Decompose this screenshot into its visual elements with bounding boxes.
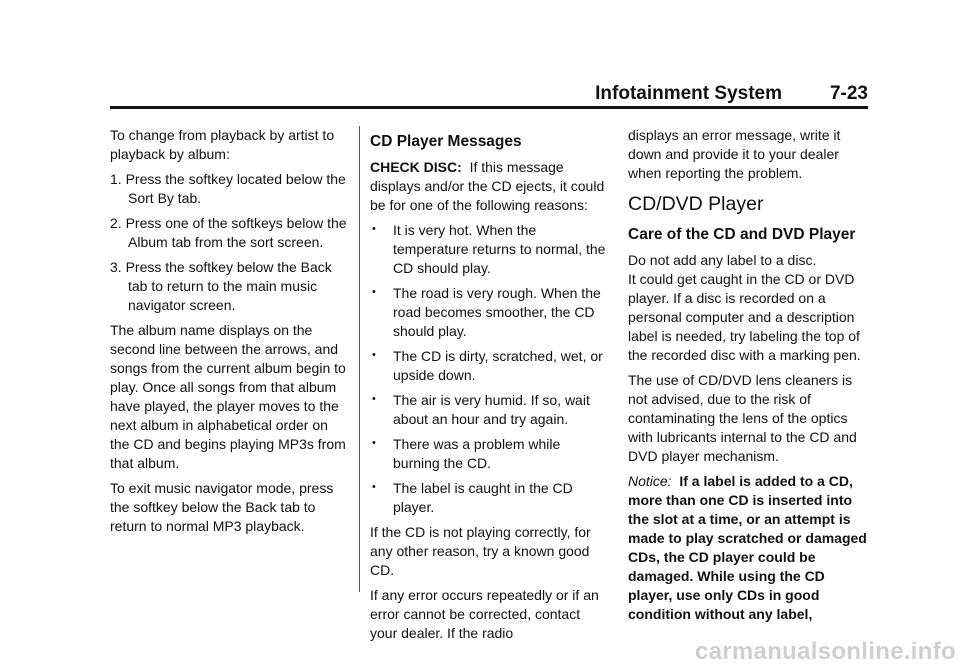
step-2: 2. Press one of the softkeys below the Album tab from the sort screen. [110, 215, 347, 250]
check-disc-paragraph [370, 158, 608, 215]
exit-paragraph: To exit music navigator mode, press the softkey below the Back tab to return to normal MP3 playback. [110, 480, 334, 534]
watermark: carmanualsonline.info [694, 638, 956, 665]
error-paragraph: If any error occurs repeatedly or if an error cannot be corrected, contact your dealer. If the radio [370, 587, 599, 641]
intro-paragraph: To change from playback by artist to playback by album: [110, 127, 335, 162]
list-item: • There was a problem while burning the CD. [372, 436, 561, 471]
step-3: 3. Press the softkey below the Back tab to return to the main music navigator screen. [110, 259, 332, 313]
notice-text: If a label is added to a CD, more than one CD is inserted into the slot at a time, or an attempt is made to play scratched or damaged CDs, the CD player could be damaged. While using the CD player, use only CDs in good condition without any label, [628, 473, 867, 622]
care-subheading: Care of the CD and DVD Player [628, 226, 856, 243]
section-title: Infotainment System [595, 83, 782, 104]
column-2 [370, 126, 608, 649]
column-divider [359, 126, 360, 592]
label-warning: Do not add any label to a disc. [628, 252, 817, 268]
label-advice: It could get caught in the CD or DVD player. If a disc is recorded on a personal computer and a description label is needed, try labeling the top of the recorded disc with a marking pen. [628, 271, 861, 363]
bullet-icon: • [372, 481, 376, 493]
label-paragraph [628, 251, 868, 365]
list-item: • The CD is dirty, scratched, wet, or upside down. [372, 348, 603, 383]
column-3 [628, 126, 868, 630]
bullet-icon: • [372, 286, 376, 298]
list-item: • The air is very humid. If so, wait about an hour and try again. [372, 392, 590, 427]
bullet-icon: • [372, 349, 376, 361]
header-rule [110, 106, 868, 109]
continued-paragraph: displays an error message, write it down and provide it to your dealer when reporting the problem. [628, 127, 841, 181]
check-disc-label: CHECK DISC: [370, 159, 462, 175]
list-item: • It is very hot. When the temperature returns to normal, the CD should play. [372, 222, 606, 276]
list-item: • The road is very rough. When the road becomes smoother, the CD should play. [372, 285, 601, 339]
not-playing-paragraph: If the CD is not playing correctly, for any other reason, try a known good CD. [370, 524, 591, 578]
page-number: 7-23 [829, 83, 868, 104]
cd-dvd-heading: CD/DVD Player [628, 193, 764, 215]
check-disc-text: If this message displays and/or the CD ejects, it could be for one of the following reasons: [370, 159, 605, 213]
column-1 [110, 126, 350, 542]
bullet-icon: • [372, 223, 376, 235]
list-item: • The label is caught in the CD player. [372, 480, 573, 515]
album-paragraph: The album name displays on the second line between the arrows, and songs from the current album begin to play. Once all songs from that album have played, the player moves to the next album in alphabetical order on the CD and begins playing MP3s from that album. [110, 322, 346, 471]
bullet-icon: • [372, 393, 376, 405]
step-1: 1. Press the softkey located below the Sort By tab. [110, 171, 346, 206]
lens-cleaner-paragraph: The use of CD/DVD lens cleaners is not advised, due to the risk of contaminating the lens of the optics with lubricants internal to the CD and DVD player mechanism. [628, 372, 857, 464]
notice-paragraph [628, 472, 868, 624]
bullet-icon: • [372, 437, 376, 449]
page-header [110, 84, 868, 104]
cd-messages-heading: CD Player Messages [370, 133, 522, 150]
notice-label: Notice: [628, 473, 672, 489]
